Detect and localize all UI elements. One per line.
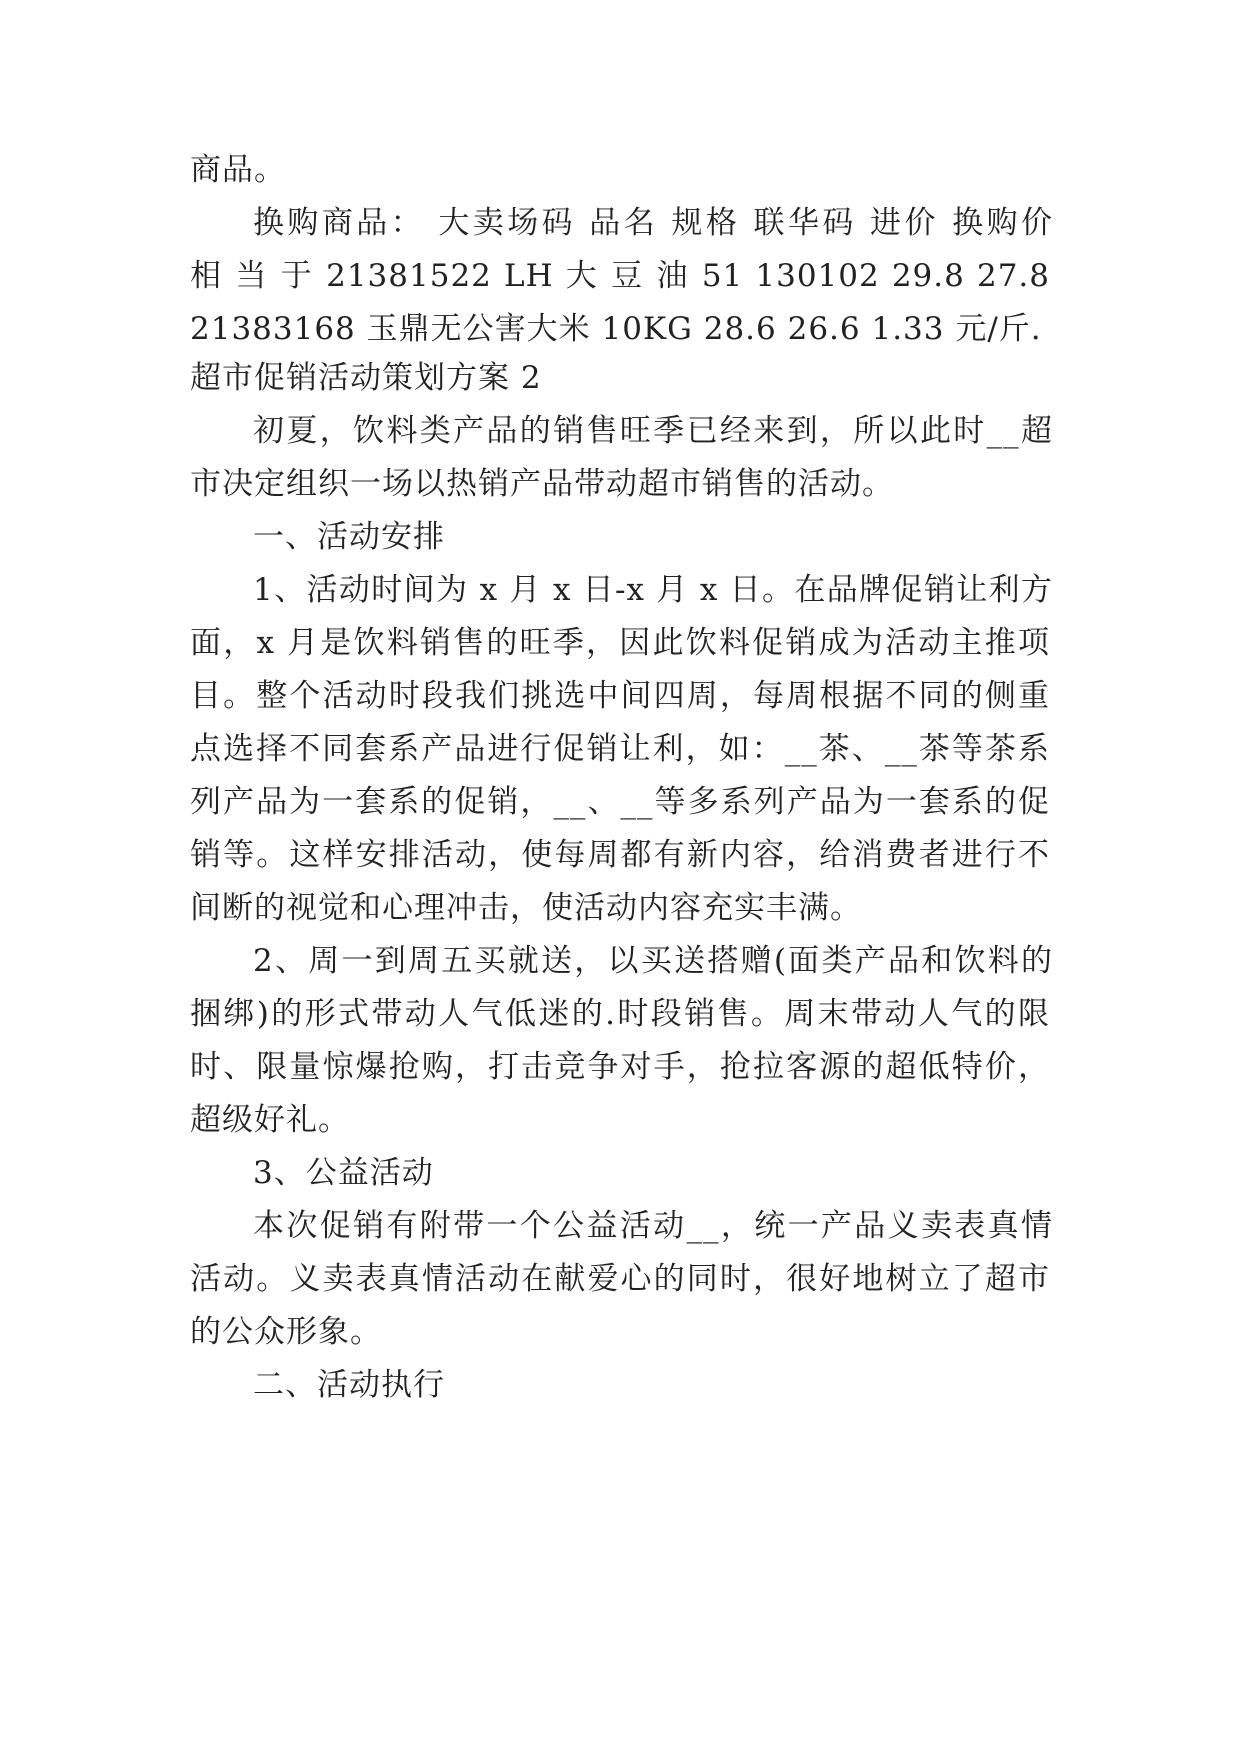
heading: 3、公益活动 (253, 1155, 434, 1191)
text-line: 间断的视觉和心理冲击，使活动内容充实丰满。 (190, 890, 862, 926)
text-line: 换购商品： 大卖场码 品名 规格 联华码 进价 换购价 (253, 205, 1053, 241)
text-line: 2、周一到周五买就送，以买送搭赠(面类产品和饮料的 (253, 943, 1053, 979)
text-line: 捆绑)的形式带动人气低迷的.时段销售。周末带动人气的限 (190, 996, 1050, 1032)
text-line: 面，x 月是饮料销售的旺季，因此饮料促销成为活动主推项 (190, 625, 1050, 661)
text-line: 市决定组织一场以热销产品带动超市销售的活动。 (190, 466, 894, 502)
text-line: 超级好礼。 (190, 1102, 350, 1138)
text-line: 时、限量惊爆抢购，打击竞争对手，抢拉客源的超低特价， (190, 1049, 1050, 1085)
text-line: 目。整个活动时段我们挑选中间四周，每周根据不同的侧重 (190, 678, 1050, 714)
text-line: 列产品为一套系的促销，__、__等多系列产品为一套系的促 (190, 784, 1050, 820)
text-line: 商品。 (190, 152, 286, 188)
text-line: 初夏，饮料类产品的销售旺季已经来到，所以此时__超 (253, 413, 1053, 449)
section-title: 超市促销活动策划方案 2 (190, 360, 542, 396)
text-line: 1、活动时间为 x 月 x 日-x 月 x 日。在品牌促销让利方 (253, 572, 1053, 608)
text-line: 点选择不同套系产品进行促销让利，如：__茶、__茶等茶系 (190, 731, 1050, 767)
text-line: 本次促销有附带一个公益活动__，统一产品义卖表真情 (253, 1208, 1053, 1244)
text-line: 活动。义卖表真情活动在献爱心的同时，很好地树立了超市 (190, 1261, 1050, 1297)
text-line: 相 当 于 21381522 LH 大 豆 油 51 130102 29.8 27.8 (190, 258, 1050, 294)
heading: 一、活动安排 (253, 519, 445, 555)
text-line: 的公众形象。 (190, 1314, 382, 1350)
heading: 二、活动执行 (253, 1367, 445, 1403)
text-line: 21383168 玉鼎无公害大米 10KG 28.6 26.6 1.33 元/斤. (190, 311, 1042, 347)
text-line: 销等。这样安排活动，使每周都有新内容，给消费者进行不 (190, 837, 1050, 873)
